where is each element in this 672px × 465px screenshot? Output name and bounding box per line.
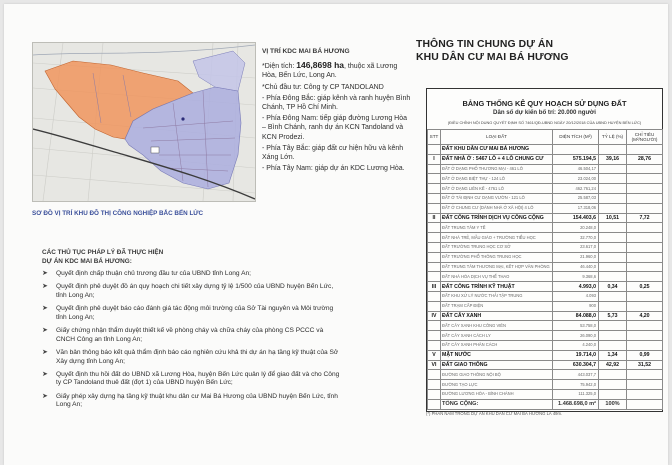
stt-cell <box>428 321 441 331</box>
land-type-cell: ĐẤT CÔNG TRÌNH DỊCH VỤ CÔNG CỘNG <box>441 213 553 223</box>
table-subtitle: Dân số dự kiến bố trí: 20.000 người <box>493 109 596 116</box>
land-type-cell: ĐẤT TRẠM CẤP ĐIỆN <box>441 301 553 311</box>
land-type-cell: TỔNG CỘNG: <box>441 399 553 409</box>
stt-cell <box>428 233 441 243</box>
norm-cell <box>627 252 663 262</box>
area-cell: 53.758,0 <box>553 321 599 331</box>
category-row <box>428 154 663 164</box>
ratio-cell <box>599 252 627 262</box>
table-header-row <box>428 130 663 145</box>
category-row <box>428 311 663 321</box>
area-cell: 19.714,0 <box>553 350 599 360</box>
norm-cell <box>627 145 663 155</box>
legal-procedures <box>42 248 342 415</box>
area-cell: 4.993,0 <box>553 282 599 292</box>
legal-heading: CÁC THỦ TỤC PHÁP LÝ ĐÃ THỰC HIỆN <box>42 249 164 256</box>
ratio-cell: 42,92 <box>599 360 627 370</box>
land-type-cell: ĐẤT CÔNG TRÌNH KỸ THUẬT <box>441 282 553 292</box>
norm-cell <box>627 291 663 301</box>
table-row <box>428 301 663 311</box>
category-row <box>428 213 663 223</box>
land-type-cell: ĐẤT NHÀ HÓA DỊCH VỤ THỂ THAO <box>441 272 553 282</box>
area-cell: 21.960,0 <box>553 252 599 262</box>
header-area: DIỆN TÍCH (M²) <box>553 130 599 145</box>
area-cell: 46.440,0 <box>553 262 599 272</box>
boundary-east: - Phía Đông Bắc: giáp kênh và ranh huyện Bình Chánh, TP Hồ Chí Minh. <box>262 94 411 112</box>
land-type-cell: ĐẤT CÂY XANH KHU CÔNG VIÊN <box>441 321 553 331</box>
norm-cell <box>627 203 663 213</box>
area-cell: 900 <box>553 301 599 311</box>
table-row <box>428 331 663 341</box>
norm-cell: 31,52 <box>627 360 663 370</box>
legal-item <box>42 305 342 322</box>
area-cell: 25.587,03 <box>553 193 599 203</box>
table-row <box>428 233 663 243</box>
table-row <box>428 184 663 194</box>
investor-line: *Chủ đầu tư: Công ty CP TANDOLAND <box>262 83 384 91</box>
land-type-cell: ĐẤT Ở DẠNG BIỆT THỰ - 124 LÔ <box>441 174 553 184</box>
legal-item-text: Quyết định chấp thuận chủ trương đầu tư của UBND tỉnh Long An; <box>56 270 251 277</box>
land-type-cell: ĐƯỜNG LƯƠNG HÒA - BÌNH CHÁNH <box>441 389 553 399</box>
area-cell: 462.761,24 <box>553 184 599 194</box>
land-use-table-panel <box>426 88 663 412</box>
legal-item <box>42 270 342 279</box>
norm-cell <box>627 174 663 184</box>
ratio-cell <box>599 145 627 155</box>
legal-item-text: Giấy chứng nhận thẩm duyệt thiết kế về phòng cháy và chữa cháy của phòng CS PCCC và CNCH Công an tỉnh Long An; <box>56 327 324 343</box>
category-row <box>428 145 663 155</box>
land-type-cell: ĐƯỜNG TẠO LỰC <box>441 380 553 390</box>
table-row <box>428 389 663 399</box>
stt-cell <box>428 331 441 341</box>
ratio-cell: 39,16 <box>599 154 627 164</box>
location-map <box>32 42 256 202</box>
table-row <box>428 262 663 272</box>
ratio-cell: 1,34 <box>599 350 627 360</box>
norm-cell <box>627 272 663 282</box>
ratio-cell <box>599 389 627 399</box>
ratio-cell <box>599 242 627 252</box>
table-row <box>428 223 663 233</box>
area-cell: 17.318,06 <box>553 203 599 213</box>
arrow-bullet-icon: ➤ <box>42 305 48 313</box>
header-norm: CHỈ TIÊU (M²/NGƯỜI) <box>627 130 663 145</box>
map-marker-icon <box>151 147 159 153</box>
area-cell: 111.325,0 <box>553 389 599 399</box>
land-type-cell: ĐẤT CÂY XANH <box>441 311 553 321</box>
area-line <box>262 61 412 80</box>
stt-cell <box>428 340 441 350</box>
norm-cell <box>627 380 663 390</box>
norm-cell <box>627 331 663 341</box>
title-line-2: KHU DÂN CƯ MAI BÁ HƯƠNG <box>416 52 569 63</box>
legal-item-text: Văn bản thông báo kết quả thẩm định báo cáo nghiên cứu khả thi dự án hạ tầng kỹ thuật của Sở Xây dựng tỉnh Long An; <box>56 348 339 365</box>
table-title: BẢNG THỐNG KÊ QUY HOẠCH SỬ DỤNG ĐẤT <box>462 99 627 108</box>
land-type-cell: ĐƯỜNG GIAO THÔNG NỘI BỘ <box>441 370 553 380</box>
stt-cell: II <box>428 213 441 223</box>
area-cell: 443.037,7 <box>553 370 599 380</box>
norm-cell: 4,20 <box>627 311 663 321</box>
norm-cell <box>627 223 663 233</box>
legal-item <box>42 283 342 300</box>
legal-item-text: Giấy phép xây dựng hạ tầng kỹ thuật khu dân cư Mai Bá Hương của UBND huyện Bến Lức, tỉnh Long An; <box>56 392 338 409</box>
ratio-cell <box>599 164 627 174</box>
norm-cell: 28,76 <box>627 154 663 164</box>
land-type-cell: ĐẤT Ở DẠNG LIÊN KẾ - 4761 LÔ <box>441 184 553 194</box>
legal-item-text: Quyết định thu hồi đất do UBND xã Lương Hòa, huyện Bến Lức quản lý để giao đất và cho Công ty CP Tandoland thuê đất (đợt 1) của UBND huyện Bến Lức; <box>56 370 340 387</box>
land-type-cell: ĐẤT Ở DẠNG PHỐ THƯƠNG MẠI - 461 LÔ <box>441 164 553 174</box>
legal-item <box>42 371 342 388</box>
stt-cell: III <box>428 282 441 292</box>
area-cell: 630.304,7 <box>553 360 599 370</box>
area-cell: 26.090,0 <box>553 331 599 341</box>
land-type-cell: ĐẤT TRUNG TÂM THƯƠNG MẠI, KẾT HỢP VĂN PHÒNG <box>441 262 553 272</box>
area-cell: 23.024,00 <box>553 174 599 184</box>
ratio-cell <box>599 223 627 233</box>
map-drawing <box>33 43 255 201</box>
category-row <box>428 282 663 292</box>
norm-cell <box>627 321 663 331</box>
norm-cell <box>627 242 663 252</box>
arrow-bullet-icon: ➤ <box>42 392 48 400</box>
stt-cell <box>428 164 441 174</box>
ratio-cell <box>599 193 627 203</box>
norm-cell <box>627 184 663 194</box>
table-row <box>428 252 663 262</box>
ratio-cell <box>599 291 627 301</box>
ratio-cell <box>599 184 627 194</box>
category-row <box>428 360 663 370</box>
legal-item <box>42 393 342 410</box>
stt-cell: V <box>428 350 441 360</box>
table-row <box>428 291 663 301</box>
location-title: VỊ TRÍ KDC MAI BÁ HƯƠNG <box>262 48 350 55</box>
norm-cell: 0,25 <box>627 282 663 292</box>
stt-cell <box>428 291 441 301</box>
legal-item-text: Quyết định phê duyệt báo cáo đánh giá tác động môi trường của Sở Tài nguyên và Môi trường tỉnh Long An; <box>56 305 334 321</box>
stt-cell: I <box>428 154 441 164</box>
area-cell <box>553 145 599 155</box>
boundary-southwest: - Phía Tây Nam: giáp dự án KDC Lương Hòa. <box>262 165 405 173</box>
area-cell: 32.770,0 <box>553 233 599 243</box>
header-land-type: LOẠI ĐẤT <box>441 130 553 145</box>
legal-item <box>42 349 342 366</box>
area-cell: 23.617,0 <box>553 242 599 252</box>
map-point-icon <box>181 117 184 120</box>
table-row <box>428 380 663 390</box>
stt-cell <box>428 380 441 390</box>
stt-cell <box>428 370 441 380</box>
norm-cell: 7,72 <box>627 213 663 223</box>
land-type-cell: ĐẤT TRƯỜNG TRUNG HỌC CƠ SỞ <box>441 242 553 252</box>
norm-cell <box>627 233 663 243</box>
area-cell: 1.468.698,0 m² <box>553 399 599 409</box>
ratio-cell <box>599 321 627 331</box>
land-type-cell: ĐẤT CÂY XANH CÁCH LY <box>441 331 553 341</box>
arrow-bullet-icon: ➤ <box>42 270 48 277</box>
table-row <box>428 174 663 184</box>
title-line-1: THÔNG TIN CHUNG DỰ ÁN <box>416 39 554 50</box>
area-cell: 9.368,6 <box>553 272 599 282</box>
map-caption: SƠ ĐỒ VỊ TRÍ KHU ĐÔ THỊ CÔNG NGHIỆP BẮC BẾN LỨC <box>32 210 204 217</box>
stt-cell <box>428 399 441 409</box>
category-row <box>428 350 663 360</box>
area-suffix: , thuộc xã Lương Hòa, Bến Lức, Long An. <box>262 63 398 80</box>
table-footnote: (*) PHẦN NẰM TRONG DỰ ÁN KHU DÂN CƯ MAI BÁ HƯƠNG LÀ 49m. <box>426 411 563 416</box>
land-type-cell: MẶT NƯỚC <box>441 350 553 360</box>
stt-cell: VI <box>428 360 441 370</box>
stt-cell <box>428 145 441 155</box>
table-row <box>428 370 663 380</box>
ratio-cell <box>599 380 627 390</box>
ratio-cell <box>599 174 627 184</box>
norm-cell <box>627 370 663 380</box>
area-cell: 4.093 <box>553 291 599 301</box>
land-use-table <box>427 129 663 410</box>
arrow-bullet-icon: ➤ <box>42 370 48 378</box>
norm-cell <box>627 399 663 409</box>
table-row <box>428 321 663 331</box>
stt-cell <box>428 301 441 311</box>
legal-item <box>42 327 342 344</box>
page-title <box>416 38 656 64</box>
ratio-cell <box>599 370 627 380</box>
stt-cell <box>428 193 441 203</box>
table-row <box>428 164 663 174</box>
area-value: 146,8698 ha <box>296 60 344 71</box>
legal-list <box>42 270 342 410</box>
table-row <box>428 203 663 213</box>
table-row <box>428 242 663 252</box>
table-row <box>428 272 663 282</box>
document-page <box>4 4 668 465</box>
norm-cell <box>627 340 663 350</box>
arrow-bullet-icon: ➤ <box>42 348 48 356</box>
ratio-cell <box>599 340 627 350</box>
location-info <box>262 47 412 175</box>
land-type-cell: ĐẤT KHU DÂN CƯ MAI BÁ HƯƠNG <box>441 145 553 155</box>
land-type-cell: ĐẤT Ở TÁI ĐỊNH CƯ DẠNG VƯỜN - 121 LÔ <box>441 193 553 203</box>
norm-cell: 0,99 <box>627 350 663 360</box>
boundary-southeast: - Phía Đông Nam: tiếp giáp đường Lương Hòa – Bình Chánh, ranh dự án KCN Tandoland và KCN Prodezi. <box>262 115 408 141</box>
legal-subheading: DỰ ÁN KDC MAI BÁ HƯƠNG: <box>42 258 132 265</box>
land-type-cell: ĐẤT GIAO THÔNG <box>441 360 553 370</box>
ratio-cell: 10,51 <box>599 213 627 223</box>
land-type-cell: ĐẤT KHU XỬ LÝ NƯỚC THẢI TẬP TRUNG <box>441 291 553 301</box>
ratio-cell <box>599 301 627 311</box>
land-type-cell: ĐẤT TRUNG TÂM Y TẾ <box>441 223 553 233</box>
land-type-cell: ĐẤT NHÀ TRẺ, MẪU GIÁO + TRƯỜNG TIỂU HỌC <box>441 233 553 243</box>
norm-cell <box>627 193 663 203</box>
ratio-cell <box>599 233 627 243</box>
stt-cell <box>428 242 441 252</box>
stt-cell <box>428 389 441 399</box>
area-cell: 4.240,0 <box>553 340 599 350</box>
area-prefix: *Diện tích: <box>262 63 297 71</box>
norm-cell <box>627 262 663 272</box>
area-cell: 154.403,6 <box>553 213 599 223</box>
norm-cell <box>627 164 663 174</box>
land-type-cell: ĐẤT NHÀ Ở : 5467 LÔ + 4 LÔ CHUNG CƯ <box>441 154 553 164</box>
stt-cell <box>428 184 441 194</box>
stt-cell <box>428 272 441 282</box>
land-type-cell: ĐẤT CÂY XANH PHÂN CÁCH <box>441 340 553 350</box>
area-cell: 75.942,0 <box>553 380 599 390</box>
norm-cell <box>627 301 663 311</box>
legal-item-text: Quyết định phê duyệt đồ án quy hoạch chi tiết xây dựng tỷ lệ 1/500 của UBND huyện Bến Lức, tỉnh Long An; <box>56 283 334 299</box>
stt-cell <box>428 252 441 262</box>
stt-cell: IV <box>428 311 441 321</box>
area-cell: 46.504,17 <box>553 164 599 174</box>
ratio-cell: 100% <box>599 399 627 409</box>
ratio-cell: 5,73 <box>599 311 627 321</box>
table-row <box>428 193 663 203</box>
stt-cell <box>428 262 441 272</box>
ratio-cell <box>599 272 627 282</box>
ratio-cell <box>599 331 627 341</box>
arrow-bullet-icon: ➤ <box>42 283 48 291</box>
table-row <box>428 340 663 350</box>
header-stt: STT <box>428 130 441 145</box>
table-note: (ĐIỀU CHỈNH NỘI DUNG QUYẾT ĐỊNH SỐ 7461/QĐ-UBND NGÀY 20/12/2018 CỦA UBND HUYỆN BẾN LỨC) <box>447 120 642 125</box>
ratio-cell <box>599 262 627 272</box>
total-row <box>428 399 663 409</box>
arrow-bullet-icon: ➤ <box>42 327 48 335</box>
area-cell: 84.088,0 <box>553 311 599 321</box>
stt-cell <box>428 203 441 213</box>
ratio-cell: 0,34 <box>599 282 627 292</box>
boundary-northwest: - Phía Tây Bắc: giáp đất cư hiện hữu và kênh Xáng Lớn. <box>262 144 404 162</box>
stt-cell <box>428 174 441 184</box>
land-type-cell: ĐẤT TRƯỜNG PHỔ THÔNG TRUNG HỌC <box>441 252 553 262</box>
stt-cell <box>428 223 441 233</box>
ratio-cell <box>599 203 627 213</box>
norm-cell <box>627 389 663 399</box>
land-type-cell: ĐẤT Ở CHUNG CƯ (DÀNH NHÀ Ở XÃ HỘI) 4 LÔ <box>441 203 553 213</box>
area-cell: 575.194,5 <box>553 154 599 164</box>
header-ratio: TỶ LỆ (%) <box>599 130 627 145</box>
area-cell: 20.248,0 <box>553 223 599 233</box>
